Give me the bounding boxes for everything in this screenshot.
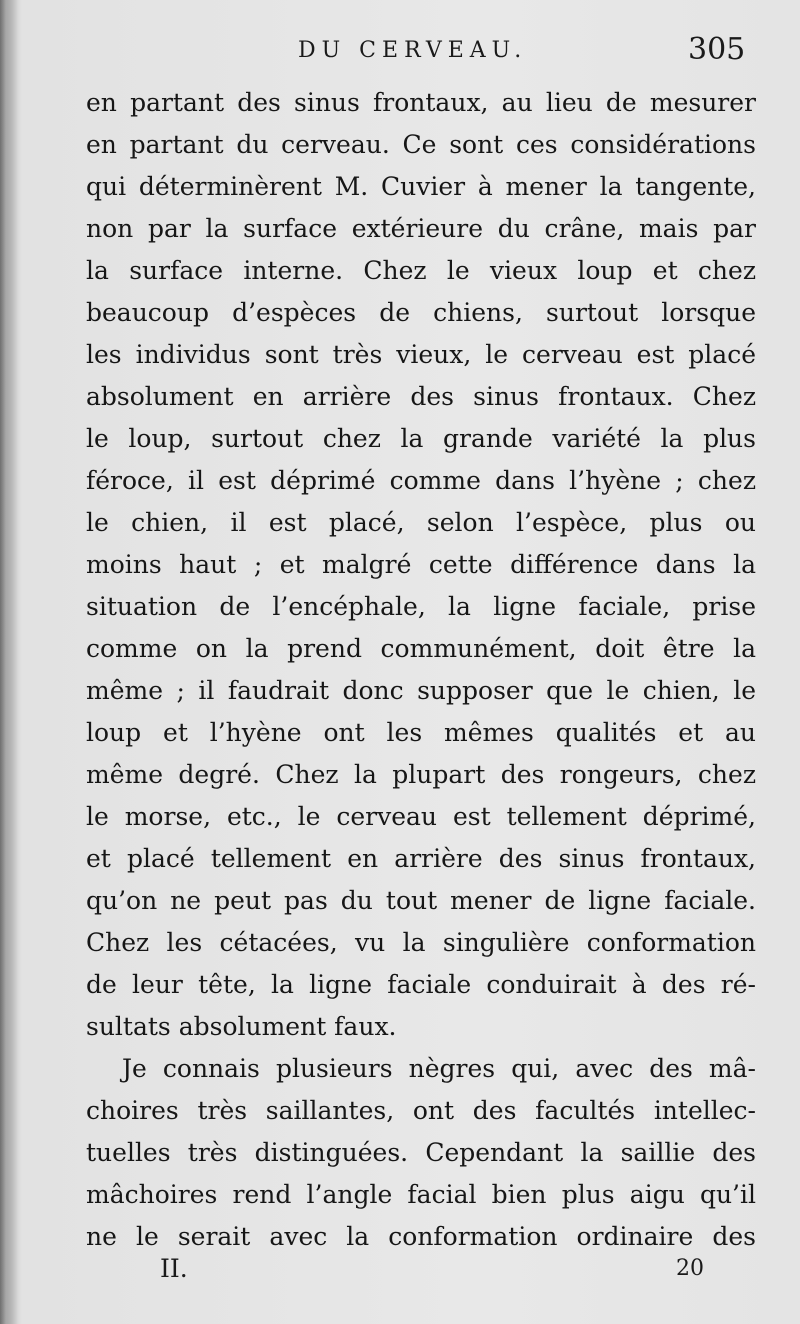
text-line: de leur tête, la ligne faciale conduirait à des ré- (86, 970, 756, 999)
text-line: même ; il faudrait donc supposer que le chien, le (86, 676, 756, 705)
text-line: les individus sont très vieux, le cerveau est placé (86, 340, 756, 369)
text-line: ne le serait avec la conformation ordinaire des (86, 1222, 756, 1251)
running-head (0, 28, 800, 78)
body-text (86, 82, 756, 1258)
text-line: beaucoup d’espèces de chiens, surtout lorsque (86, 298, 756, 327)
page-gutter-shadow (0, 0, 18, 1324)
text-line: choires très saillantes, ont des facultés intellec- (86, 1096, 756, 1125)
text-line: absolument en arrière des sinus frontaux. Chez (86, 382, 756, 411)
text-line: même degré. Chez la plupart des rongeurs, chez (86, 760, 756, 789)
text-line: situation de l’encéphale, la ligne faciale, prise (86, 592, 756, 621)
text-line: Je connais plusieurs nègres qui, avec des mâ- (122, 1054, 756, 1083)
text-line: tuelles très distinguées. Cependant la saillie des (86, 1138, 756, 1167)
text-line: qu’on ne peut pas du tout mener de ligne faciale. (86, 886, 756, 915)
sheet-number: 20 (676, 1256, 704, 1281)
text-line: comme on la prend communément, doit être la (86, 634, 756, 663)
text-line: Chez les cétacées, vu la singulière conformation (86, 928, 756, 957)
text-line: la surface interne. Chez le vieux loup et chez (86, 256, 756, 285)
text-line: qui déterminèrent M. Cuvier à mener la tangente, (86, 172, 756, 201)
text-line: et placé tellement en arrière des sinus frontaux, (86, 844, 756, 873)
text-line: mâchoires rend l’angle facial bien plus aigu qu’il (86, 1180, 756, 1209)
text-line: le loup, surtout chez la grande variété la plus (86, 424, 756, 453)
text-line: féroce, il est déprimé comme dans l’hyène ; chez (86, 466, 756, 495)
signature-mark: II. (160, 1254, 188, 1283)
page-footer (0, 1254, 800, 1294)
text-line: non par la surface extérieure du crâne, mais par (86, 214, 756, 243)
text-line: en partant des sinus frontaux, au lieu de mesurer (86, 88, 756, 117)
text-line: le chien, il est placé, selon l’espèce, plus ou (86, 508, 756, 537)
text-line: sultats absolument faux. (86, 1012, 397, 1041)
text-line: en partant du cerveau. Ce sont ces considérations (86, 130, 756, 159)
text-line: loup et l’hyène ont les mêmes qualités et au (86, 718, 756, 747)
page-number: 305 (688, 32, 746, 67)
text-line: le morse, etc., le cerveau est tellement déprimé, (86, 802, 756, 831)
running-head-title: DU CERVEAU. (298, 38, 528, 63)
text-line: moins haut ; et malgré cette différence dans la (86, 550, 756, 579)
